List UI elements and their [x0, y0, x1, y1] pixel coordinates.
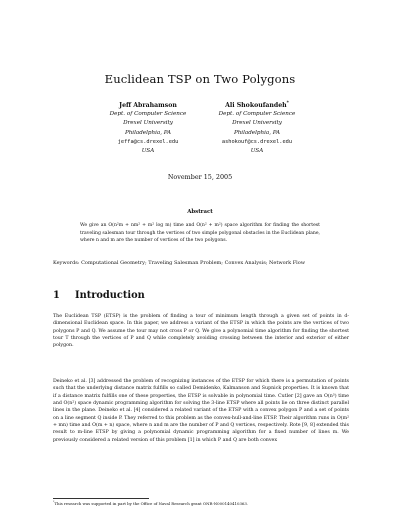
section-heading: [53, 290, 145, 301]
section-title: Introduction: [75, 290, 145, 301]
footnote-text: This research was supported in part by the Office of Naval Research grant ONR-N000140410363.: [54, 501, 249, 506]
footnote-marker: *: [53, 499, 55, 504]
author-country: USA: [141, 148, 155, 155]
author-footnote-marker: *: [286, 100, 289, 106]
author-name: [187, 101, 327, 110]
paper-date: November 15, 2005: [167, 173, 233, 181]
author-email[interactable]: jeffa@cs.drexel.edu: [117, 138, 179, 145]
author-dept: Dept. of Computer Science: [218, 111, 296, 118]
footnote-rule: [53, 498, 149, 499]
abstract-heading: Abstract: [187, 209, 213, 215]
author-city: Philadelphia, PA: [233, 129, 281, 136]
abstract-text: We give an O(n²m + nm² + m² log m) time and O(n² + m²) space algorithm for finding the shortest traveling salesman tour through the vertices of two simple polygonal obstacles in the Euclidean plane, where n and m are the number of vertices of the two polygons.: [80, 223, 320, 244]
paper-title: Euclidean TSP on Two Polygons: [104, 72, 296, 86]
author-country: USA: [250, 148, 264, 155]
author-name: Jeff Abrahamson: [119, 102, 177, 109]
section-number: 1: [53, 290, 60, 301]
author-city: Philadelphia, PA: [124, 129, 172, 136]
author-university: Drexel University: [232, 120, 282, 127]
body-paragraph-2: Deineko et al. [3] addressed the problem of recognizing instances of the ETSP for which there is a permutation of points such that the underlying distance matrix fulfills so called Demidenko, Kalmanson and Supnick properties. It is known that if a distance matrix fulfills one of these properties, the ETSP is solvable in polynomial time. Cutler [2] gave an O(n³) time and O(n²) space dynamic programming algorithm for solving the 3-line ETSP where all points lie on three distinct parallel lines in the plane. Deineko et al. [4] considered a related variant of the ETSP with a convex polygon P and a set of points on a line segment Q inside P. They referred to this problem as the convex-hull-and-line ETSP. Their algorithm runs in O(m² + mn) time and O(m + n) space, where n and m are the number of P and Q vertices, respectively. Rote [9, 8] extended this result to m-line ETSP by giving a polynomial dynamic programming algorithm for a fixed number of lines m. We previously considered a related version of this problem [1] in which P and Q are both convex: [53, 379, 349, 443]
author-university: Drexel University: [123, 120, 173, 127]
author-block-2: [187, 101, 327, 156]
body-paragraph-1: The Euclidean TSP (ETSP) is the problem of finding a tour of minimum length through a given set of points in d-dimensional Euclidean space. In this paper, we address a variant of the ETSP in which the points are the vertices of two polygons P and Q. We assume the tour may not cross P or Q. We give a polynomial time algorithm for finding the shortest tour T through the vertices of P and Q while completely avoiding crossing between the interior and exterior of either polygon.: [53, 314, 349, 349]
keywords: Keywords: Computational Geometry; Traveling Salesman Problem; Convex Analysis; Network Flow: [53, 260, 306, 266]
author-dept: Dept. of Computer Science: [109, 111, 187, 118]
footnote: [53, 501, 349, 506]
author-name-text: Ali Shokoufandeh: [225, 102, 287, 109]
author-email[interactable]: ashokouf@cs.drexel.edu: [221, 138, 293, 145]
